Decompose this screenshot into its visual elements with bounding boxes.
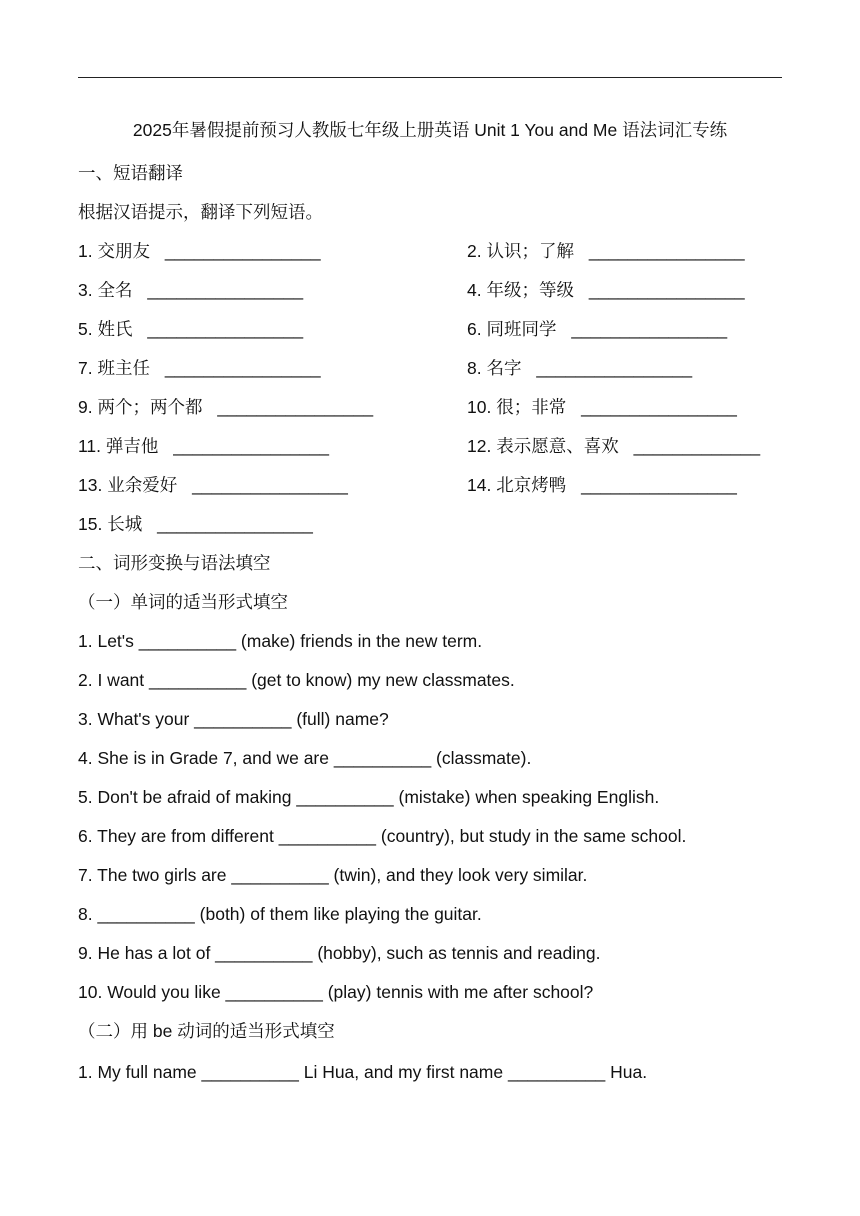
phrase-item [78, 513, 313, 535]
item-text: 年级；等级 [486, 280, 574, 300]
item-text: 全名 [97, 280, 133, 300]
section1-heading: 一、短语翻译 [78, 163, 183, 183]
exercise-line: 1. My full name __________ Li Hua, and my first name __________ Hua. [78, 1062, 648, 1082]
item-text: 表示愿意、喜欢 [496, 436, 619, 456]
item-number: 10. [467, 397, 492, 417]
item-number: 7. [78, 358, 93, 378]
item-text: 名字 [486, 358, 522, 378]
exercise-line: 10. Would you like __________ (play) tennis with me after school? [78, 982, 594, 1002]
answer-blank: ________________ [147, 319, 304, 339]
answer-blank: ________________ [173, 436, 330, 456]
phrase-item [78, 396, 373, 418]
item-number: 6. [467, 319, 482, 339]
item-number: 2. [467, 241, 482, 261]
item-number: 8. [467, 358, 482, 378]
item-number: 9. [78, 397, 93, 417]
item-number: 5. [78, 319, 93, 339]
phrase-item [467, 396, 737, 418]
item-text: 长城 [107, 514, 143, 534]
answer-blank: ________________ [536, 358, 693, 378]
section2-heading: 二、词形变换与语法填空 [78, 553, 271, 573]
header-rule [78, 77, 782, 78]
phrase-item [78, 435, 329, 457]
answer-blank: ________________ [217, 397, 374, 417]
answer-blank: _____________ [633, 436, 761, 456]
phrase-item [467, 240, 745, 262]
item-text: 北京烤鸭 [496, 475, 567, 495]
answer-blank: ________________ [571, 319, 728, 339]
item-number: 1. [78, 241, 93, 261]
item-text: 两个；两个都 [97, 397, 203, 417]
answer-blank: ________________ [581, 475, 737, 495]
item-number: 12. [467, 436, 492, 456]
worksheet-title: 2025年暑假提前预习人教版七年级上册英语 Unit 1 You and Me 语法词汇专练 [132, 120, 728, 140]
answer-blank: ________________ [147, 280, 304, 300]
exercise-line: 8. __________ (both) of them like playing the guitar. [78, 904, 482, 924]
item-text: 认识；了解 [486, 241, 574, 261]
phrase-item [78, 474, 348, 496]
item-number: 15. [78, 514, 103, 534]
phrase-item [467, 474, 737, 496]
item-text: 班主任 [97, 358, 150, 378]
exercise-line: 9. He has a lot of __________ (hobby), such as tennis and reading. [78, 943, 601, 963]
phrase-item [78, 318, 303, 340]
item-text: 交朋友 [97, 241, 150, 261]
item-number: 13. [78, 475, 103, 495]
exercise-line: 2. I want __________ (get to know) my new classmates. [78, 670, 515, 690]
item-number: 3. [78, 280, 93, 300]
part1-heading: （一）单词的适当形式填空 [78, 592, 288, 612]
phrase-item [467, 279, 745, 301]
item-number: 4. [467, 280, 482, 300]
item-text: 业余爱好 [107, 475, 178, 495]
exercise-line: 6. They are from different __________ (country), but study in the same school. [78, 826, 687, 846]
answer-blank: ________________ [157, 514, 313, 534]
exercise-line: 3. What's your __________ (full) name? [78, 709, 389, 729]
part2-heading: （二）用 be 动词的适当形式填空 [78, 1021, 335, 1041]
item-text: 同班同学 [486, 319, 557, 339]
exercise-line: 7. The two girls are __________ (twin), and they look very similar. [78, 865, 588, 885]
answer-blank: ________________ [164, 241, 321, 261]
phrase-item [467, 357, 692, 379]
item-number: 11. [78, 436, 102, 456]
phrase-item [78, 357, 321, 379]
phrase-item [78, 240, 321, 262]
phrase-item [467, 318, 727, 340]
exercise-line: 4. She is in Grade 7, and we are __________ (classmate). [78, 748, 532, 768]
phrase-item [78, 279, 303, 301]
answer-blank: ________________ [588, 280, 745, 300]
answer-blank: ________________ [588, 241, 745, 261]
answer-blank: ________________ [164, 358, 321, 378]
item-text: 弹吉他 [105, 436, 159, 456]
item-text: 姓氏 [97, 319, 133, 339]
item-text: 很；非常 [496, 397, 567, 417]
item-number: 14. [467, 475, 492, 495]
answer-blank: ________________ [581, 397, 737, 417]
exercise-line: 5. Don't be afraid of making __________ (mistake) when speaking English. [78, 787, 660, 807]
phrase-item [467, 435, 760, 457]
exercise-line: 1. Let's __________ (make) friends in the new term. [78, 631, 483, 651]
answer-blank: ________________ [192, 475, 348, 495]
section1-instruction: 根据汉语提示，翻译下列短语。 [78, 202, 323, 222]
